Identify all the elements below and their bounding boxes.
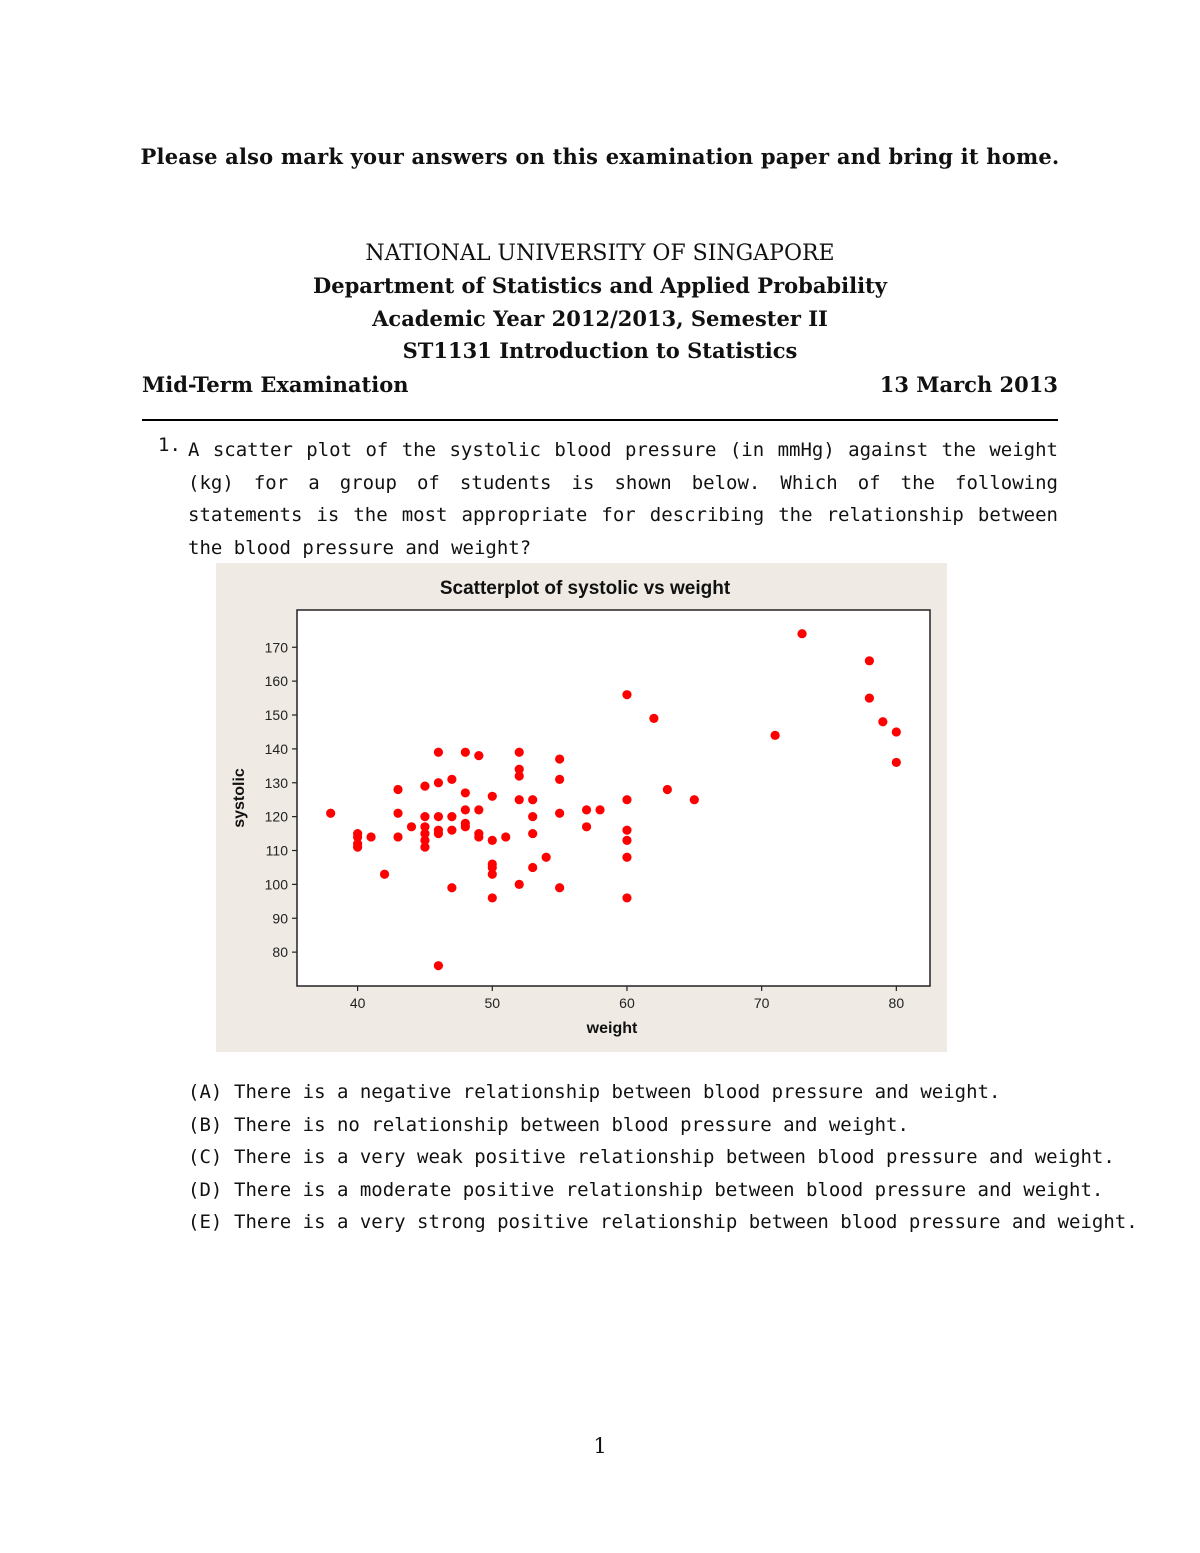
- academic-year: Academic Year 2012/2013, Semester II: [372, 306, 828, 331]
- data-point: [393, 809, 402, 818]
- x-axis-ticks: [350, 986, 905, 1011]
- exam-name: Mid-Term Examination: [142, 372, 409, 397]
- data-point: [461, 788, 470, 797]
- option-text: There is no relationship between blood pressure and weight.: [234, 1113, 909, 1136]
- data-point: [434, 812, 443, 821]
- y-tick-label: 130: [264, 774, 288, 791]
- data-point: [474, 805, 483, 814]
- data-point: [447, 775, 456, 784]
- exam-date: 13 March 2013: [879, 372, 1058, 397]
- data-point: [663, 785, 672, 794]
- data-point: [366, 832, 375, 841]
- data-point: [555, 754, 564, 763]
- data-point: [582, 822, 591, 831]
- x-tick-label: 80: [888, 995, 905, 1011]
- course-title: ST1131 Introduction to Statistics: [402, 338, 798, 363]
- data-point: [528, 863, 537, 872]
- university-name: NATIONAL UNIVERSITY OF SINGAPORE: [365, 241, 835, 266]
- data-point: [447, 883, 456, 892]
- data-point: [865, 693, 874, 702]
- y-tick-label: 160: [264, 673, 288, 690]
- data-point: [515, 880, 524, 889]
- data-point: [407, 822, 416, 831]
- data-point: [461, 748, 470, 757]
- data-point: [420, 782, 429, 791]
- data-point: [649, 714, 658, 723]
- data-point: [434, 778, 443, 787]
- header-divider: [142, 419, 1058, 421]
- data-point: [515, 771, 524, 780]
- data-point: [542, 853, 551, 862]
- data-point: [595, 805, 604, 814]
- option-text: There is a moderate positive relationship between blood pressure and weight.: [234, 1178, 1104, 1201]
- data-point: [434, 748, 443, 757]
- data-point: [393, 832, 402, 841]
- y-tick-label: 150: [264, 707, 288, 724]
- data-point: [488, 893, 497, 902]
- data-point: [865, 656, 874, 665]
- data-point: [488, 792, 497, 801]
- instruction-note: Please also mark your answers on this examination paper and bring it home.: [140, 144, 1060, 169]
- option-b: [188, 1109, 1088, 1142]
- y-tick-label: 170: [264, 639, 288, 656]
- data-point: [622, 795, 631, 804]
- data-point: [447, 812, 456, 821]
- data-point: [555, 809, 564, 818]
- y-tick-label: 100: [264, 876, 288, 893]
- data-point: [771, 731, 780, 740]
- y-tick-label: 80: [272, 944, 288, 961]
- data-point: [555, 775, 564, 784]
- data-point: [582, 805, 591, 814]
- option-letter: (C): [188, 1146, 223, 1168]
- data-point: [474, 832, 483, 841]
- data-point: [326, 809, 335, 818]
- answer-options: [188, 1076, 1138, 1239]
- chart-svg: [216, 563, 947, 1052]
- data-point: [420, 812, 429, 821]
- option-c: [188, 1141, 1115, 1174]
- option-letter: (E): [188, 1211, 223, 1233]
- option-e: [188, 1206, 1138, 1239]
- data-point: [488, 836, 497, 845]
- option-text: There is a very weak positive relationship between blood pressure and weight.: [234, 1146, 1115, 1168]
- data-point: [461, 805, 470, 814]
- data-point: [353, 843, 362, 852]
- data-point: [892, 727, 901, 736]
- data-point: [474, 751, 483, 760]
- data-point: [380, 870, 389, 879]
- data-point: [434, 829, 443, 838]
- option-letter: (D): [188, 1178, 223, 1201]
- y-axis-label: systolic: [231, 768, 248, 828]
- y-tick-label: 110: [265, 842, 288, 859]
- y-tick-label: 140: [264, 740, 288, 757]
- data-point: [690, 795, 699, 804]
- data-point: [622, 826, 631, 835]
- option-text: There is a negative relationship between blood pressure and weight.: [234, 1081, 1001, 1103]
- x-tick-label: 60: [619, 995, 635, 1011]
- question-number: 1.: [158, 434, 181, 456]
- data-point: [622, 690, 631, 699]
- data-point: [528, 812, 537, 821]
- question-text: A scatter plot of the systolic blood pressure (in mmHg) against the weight (kg) for a group of students is shown below. Which of the following statements is the most appropriate for describing the relationship between the blood pressure and weight?: [188, 439, 1058, 559]
- data-point: [622, 836, 631, 845]
- data-point: [420, 843, 429, 852]
- data-point: [878, 717, 887, 726]
- x-tick-label: 40: [349, 995, 366, 1011]
- data-point: [797, 629, 806, 638]
- data-point: [892, 758, 901, 767]
- x-tick-label: 70: [753, 995, 770, 1011]
- data-point: [434, 961, 443, 970]
- chart-title: Scatterplot of systolic vs weight: [439, 578, 731, 599]
- data-point: [555, 883, 564, 892]
- plot-area: [297, 610, 930, 986]
- option-letter: (A): [188, 1081, 223, 1103]
- page-number: 1: [593, 1434, 607, 1458]
- option-letter: (B): [188, 1113, 223, 1136]
- data-point: [528, 829, 537, 838]
- data-point: [488, 870, 497, 879]
- option-d: [188, 1174, 1104, 1207]
- data-point: [515, 748, 524, 757]
- data-point: [528, 795, 537, 804]
- data-point: [393, 785, 402, 794]
- scatter-chart: [216, 563, 947, 1052]
- x-tick-label: 50: [484, 995, 501, 1011]
- option-text: There is a very strong positive relationship between blood pressure and weight.: [234, 1211, 1138, 1233]
- data-point: [461, 822, 470, 831]
- department-name: Department of Statistics and Applied Probability: [313, 273, 887, 298]
- data-point: [515, 795, 524, 804]
- data-point: [622, 893, 631, 902]
- y-axis-ticks: [265, 639, 297, 960]
- data-point: [447, 826, 456, 835]
- data-point: [622, 853, 631, 862]
- data-point: [501, 832, 510, 841]
- y-tick-label: 90: [272, 910, 288, 927]
- y-tick-label: 120: [264, 808, 288, 825]
- option-a: [188, 1076, 1088, 1109]
- x-axis-label: weight: [586, 1020, 638, 1037]
